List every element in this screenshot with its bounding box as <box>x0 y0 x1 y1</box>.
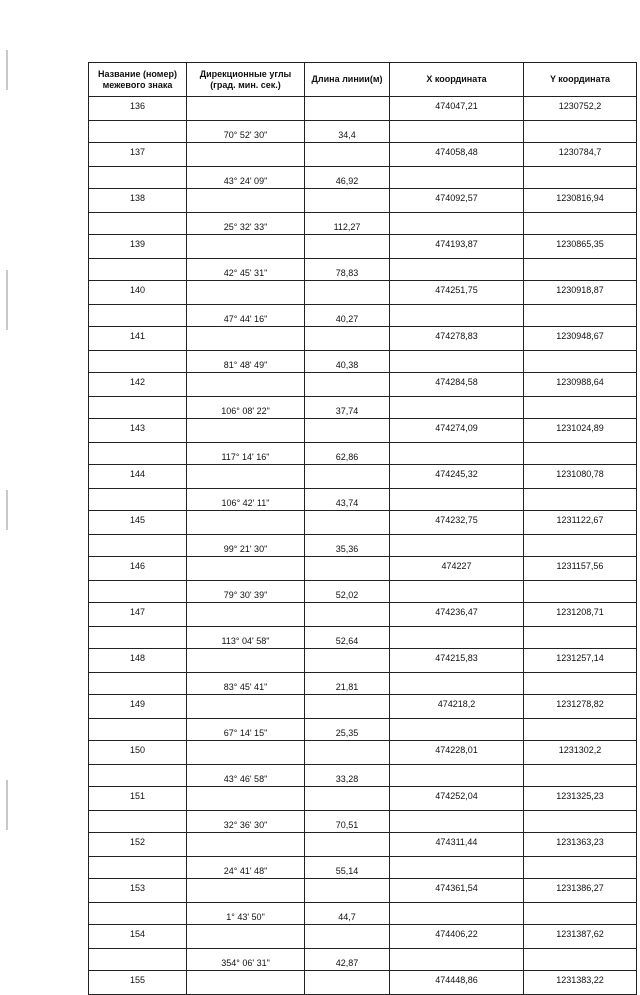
empty-cell <box>89 167 187 189</box>
header-x-coordinate: X координата <box>390 63 524 97</box>
table-row <box>89 511 637 535</box>
empty-cell <box>305 419 390 443</box>
y-coordinate-cell: 1231157,56 <box>524 557 637 581</box>
empty-cell <box>390 259 524 281</box>
y-coordinate-cell: 1231383,22 <box>524 971 637 995</box>
y-coordinate-cell: 1230865,35 <box>524 235 637 259</box>
empty-cell <box>390 213 524 235</box>
empty-cell <box>187 879 305 903</box>
y-coordinate-cell: 1231122,67 <box>524 511 637 535</box>
empty-cell <box>89 213 187 235</box>
table-body <box>89 97 637 995</box>
empty-cell <box>187 695 305 719</box>
empty-cell <box>390 581 524 603</box>
line-length-cell: 33,28 <box>305 765 390 787</box>
header-direction-angle: Дирекционные углы (град. мин. сек.) <box>187 63 305 97</box>
empty-cell <box>524 121 637 143</box>
direction-angle-cell: 43° 24' 09" <box>187 167 305 189</box>
empty-cell <box>89 489 187 511</box>
line-length-cell: 42,87 <box>305 949 390 971</box>
direction-angle-cell: 67° 14' 15" <box>187 719 305 741</box>
empty-cell <box>187 925 305 949</box>
line-length-cell: 37,74 <box>305 397 390 419</box>
empty-cell <box>390 121 524 143</box>
x-coordinate-cell: 474218,2 <box>390 695 524 719</box>
empty-cell <box>305 741 390 765</box>
empty-cell <box>187 971 305 995</box>
marker-name-cell: 138 <box>89 189 187 213</box>
direction-angle-cell: 117° 14' 16" <box>187 443 305 465</box>
table-row <box>89 351 637 373</box>
line-length-cell: 46,92 <box>305 167 390 189</box>
empty-cell <box>305 143 390 167</box>
empty-cell <box>89 903 187 925</box>
empty-cell <box>305 189 390 213</box>
marker-name-cell: 153 <box>89 879 187 903</box>
table-row <box>89 695 637 719</box>
line-length-cell: 52,64 <box>305 627 390 649</box>
x-coordinate-cell: 474361,54 <box>390 879 524 903</box>
marker-name-cell: 142 <box>89 373 187 397</box>
empty-cell <box>524 259 637 281</box>
table-row <box>89 259 637 281</box>
y-coordinate-cell: 1231302,2 <box>524 741 637 765</box>
marker-name-cell: 141 <box>89 327 187 351</box>
marker-name-cell: 136 <box>89 97 187 121</box>
x-coordinate-cell: 474232,75 <box>390 511 524 535</box>
empty-cell <box>390 949 524 971</box>
empty-cell <box>89 949 187 971</box>
marker-name-cell: 140 <box>89 281 187 305</box>
empty-cell <box>187 833 305 857</box>
y-coordinate-cell: 1230918,87 <box>524 281 637 305</box>
table-row <box>89 879 637 903</box>
empty-cell <box>524 949 637 971</box>
table-row <box>89 373 637 397</box>
empty-cell <box>89 121 187 143</box>
empty-cell <box>390 857 524 879</box>
empty-cell <box>524 581 637 603</box>
x-coordinate-cell: 474047,21 <box>390 97 524 121</box>
empty-cell <box>305 327 390 351</box>
table-row <box>89 581 637 603</box>
line-length-cell: 62,86 <box>305 443 390 465</box>
empty-cell <box>390 167 524 189</box>
y-coordinate-cell: 1230752,2 <box>524 97 637 121</box>
table-row <box>89 719 637 741</box>
direction-angle-cell: 70° 52' 30" <box>187 121 305 143</box>
empty-cell <box>524 351 637 373</box>
table-header-row <box>89 63 637 97</box>
binding-edge-marks <box>2 20 16 880</box>
empty-cell <box>305 879 390 903</box>
y-coordinate-cell: 1231386,27 <box>524 879 637 903</box>
header-y-coordinate: Y координата <box>524 63 637 97</box>
empty-cell <box>187 511 305 535</box>
empty-cell <box>390 351 524 373</box>
empty-cell <box>390 811 524 833</box>
empty-cell <box>305 465 390 489</box>
y-coordinate-cell: 1231278,82 <box>524 695 637 719</box>
marker-name-cell: 145 <box>89 511 187 535</box>
empty-cell <box>305 971 390 995</box>
line-length-cell: 21,81 <box>305 673 390 695</box>
empty-cell <box>187 327 305 351</box>
line-length-cell: 55,14 <box>305 857 390 879</box>
direction-angle-cell: 113° 04' 58" <box>187 627 305 649</box>
x-coordinate-cell: 474284,58 <box>390 373 524 397</box>
y-coordinate-cell: 1231257,14 <box>524 649 637 673</box>
empty-cell <box>390 443 524 465</box>
direction-angle-cell: 42° 45' 31" <box>187 259 305 281</box>
empty-cell <box>390 627 524 649</box>
direction-angle-cell: 81° 48' 49" <box>187 351 305 373</box>
empty-cell <box>524 305 637 327</box>
marker-name-cell: 150 <box>89 741 187 765</box>
empty-cell <box>524 213 637 235</box>
empty-cell <box>524 765 637 787</box>
table-row <box>89 971 637 995</box>
y-coordinate-cell: 1230784,7 <box>524 143 637 167</box>
line-length-cell: 35,36 <box>305 535 390 557</box>
direction-angle-cell: 99° 21' 30" <box>187 535 305 557</box>
empty-cell <box>187 557 305 581</box>
x-coordinate-cell: 474228,01 <box>390 741 524 765</box>
line-length-cell: 43,74 <box>305 489 390 511</box>
marker-name-cell: 155 <box>89 971 187 995</box>
empty-cell <box>187 189 305 213</box>
marker-name-cell: 139 <box>89 235 187 259</box>
empty-cell <box>524 857 637 879</box>
line-length-cell: 40,38 <box>305 351 390 373</box>
table-row <box>89 833 637 857</box>
empty-cell <box>524 811 637 833</box>
empty-cell <box>524 903 637 925</box>
table-row <box>89 741 637 765</box>
y-coordinate-cell: 1230948,67 <box>524 327 637 351</box>
direction-angle-cell: 1° 43' 50" <box>187 903 305 925</box>
direction-angle-cell: 83° 45' 41" <box>187 673 305 695</box>
empty-cell <box>524 673 637 695</box>
empty-cell <box>524 627 637 649</box>
x-coordinate-cell: 474215,83 <box>390 649 524 673</box>
direction-angle-cell: 32° 36' 30" <box>187 811 305 833</box>
empty-cell <box>305 695 390 719</box>
empty-cell <box>305 603 390 627</box>
empty-cell <box>89 581 187 603</box>
empty-cell <box>187 235 305 259</box>
marker-name-cell: 137 <box>89 143 187 167</box>
x-coordinate-cell: 474311,44 <box>390 833 524 857</box>
table-row <box>89 465 637 489</box>
table-row <box>89 213 637 235</box>
y-coordinate-cell: 1231325,23 <box>524 787 637 811</box>
empty-cell <box>390 397 524 419</box>
empty-cell <box>390 535 524 557</box>
marker-name-cell: 143 <box>89 419 187 443</box>
direction-angle-cell: 106° 08' 22" <box>187 397 305 419</box>
marker-name-cell: 154 <box>89 925 187 949</box>
table-row <box>89 627 637 649</box>
x-coordinate-cell: 474406,22 <box>390 925 524 949</box>
empty-cell <box>390 305 524 327</box>
empty-cell <box>305 511 390 535</box>
empty-cell <box>390 673 524 695</box>
empty-cell <box>305 373 390 397</box>
table-row <box>89 673 637 695</box>
x-coordinate-cell: 474245,32 <box>390 465 524 489</box>
marker-name-cell: 152 <box>89 833 187 857</box>
direction-angle-cell: 43° 46' 58" <box>187 765 305 787</box>
x-coordinate-cell: 474236,47 <box>390 603 524 627</box>
table-row <box>89 857 637 879</box>
y-coordinate-cell: 1231208,71 <box>524 603 637 627</box>
table-row <box>89 925 637 949</box>
empty-cell <box>305 833 390 857</box>
table-row <box>89 305 637 327</box>
line-length-cell: 25,35 <box>305 719 390 741</box>
header-line-length: Длина линии(м) <box>305 63 390 97</box>
empty-cell <box>187 741 305 765</box>
empty-cell <box>89 397 187 419</box>
y-coordinate-cell: 1231024,89 <box>524 419 637 443</box>
table-row <box>89 649 637 673</box>
line-length-cell: 70,51 <box>305 811 390 833</box>
empty-cell <box>89 351 187 373</box>
empty-cell <box>89 719 187 741</box>
direction-angle-cell: 106° 42' 11" <box>187 489 305 511</box>
direction-angle-cell: 24° 41' 48" <box>187 857 305 879</box>
empty-cell <box>187 419 305 443</box>
y-coordinate-cell: 1231363,23 <box>524 833 637 857</box>
table-row <box>89 765 637 787</box>
empty-cell <box>89 443 187 465</box>
table-row <box>89 143 637 167</box>
x-coordinate-cell: 474448,86 <box>390 971 524 995</box>
marker-name-cell: 148 <box>89 649 187 673</box>
empty-cell <box>305 649 390 673</box>
table-row <box>89 189 637 213</box>
y-coordinate-cell: 1230988,64 <box>524 373 637 397</box>
empty-cell <box>187 281 305 305</box>
empty-cell <box>524 535 637 557</box>
table-row <box>89 397 637 419</box>
marker-name-cell: 144 <box>89 465 187 489</box>
empty-cell <box>524 719 637 741</box>
empty-cell <box>187 649 305 673</box>
table-row <box>89 121 637 143</box>
empty-cell <box>89 765 187 787</box>
x-coordinate-cell: 474193,87 <box>390 235 524 259</box>
empty-cell <box>524 397 637 419</box>
empty-cell <box>524 443 637 465</box>
x-coordinate-cell: 474092,57 <box>390 189 524 213</box>
table-row <box>89 489 637 511</box>
table-row <box>89 603 637 627</box>
empty-cell <box>305 97 390 121</box>
empty-cell <box>187 97 305 121</box>
marker-name-cell: 149 <box>89 695 187 719</box>
table-row <box>89 327 637 351</box>
empty-cell <box>89 673 187 695</box>
empty-cell <box>390 719 524 741</box>
y-coordinate-cell: 1231080,78 <box>524 465 637 489</box>
empty-cell <box>89 857 187 879</box>
marker-name-cell: 146 <box>89 557 187 581</box>
direction-angle-cell: 79° 30' 39" <box>187 581 305 603</box>
empty-cell <box>305 925 390 949</box>
empty-cell <box>187 373 305 397</box>
empty-cell <box>524 167 637 189</box>
x-coordinate-cell: 474274,09 <box>390 419 524 443</box>
y-coordinate-cell: 1230816,94 <box>524 189 637 213</box>
empty-cell <box>89 305 187 327</box>
table-row <box>89 281 637 305</box>
header-marker-name: Название (номер) межевого знака <box>89 63 187 97</box>
direction-angle-cell: 47° 44' 16" <box>187 305 305 327</box>
direction-angle-cell: 354° 06' 31" <box>187 949 305 971</box>
empty-cell <box>89 535 187 557</box>
empty-cell <box>390 489 524 511</box>
table-row <box>89 535 637 557</box>
table-row <box>89 557 637 581</box>
x-coordinate-cell: 474227 <box>390 557 524 581</box>
x-coordinate-cell: 474278,83 <box>390 327 524 351</box>
line-length-cell: 78,83 <box>305 259 390 281</box>
empty-cell <box>390 765 524 787</box>
table-row <box>89 167 637 189</box>
table-row <box>89 97 637 121</box>
table-row <box>89 235 637 259</box>
table-row <box>89 903 637 925</box>
empty-cell <box>187 787 305 811</box>
empty-cell <box>89 259 187 281</box>
line-length-cell: 112,27 <box>305 213 390 235</box>
empty-cell <box>524 489 637 511</box>
table-row <box>89 949 637 971</box>
empty-cell <box>187 603 305 627</box>
marker-name-cell: 147 <box>89 603 187 627</box>
empty-cell <box>89 627 187 649</box>
empty-cell <box>187 143 305 167</box>
table-row <box>89 787 637 811</box>
empty-cell <box>390 903 524 925</box>
empty-cell <box>305 281 390 305</box>
empty-cell <box>305 557 390 581</box>
empty-cell <box>89 811 187 833</box>
boundary-coordinates-table <box>88 62 637 995</box>
empty-cell <box>305 787 390 811</box>
empty-cell <box>187 465 305 489</box>
x-coordinate-cell: 474058,48 <box>390 143 524 167</box>
table-row <box>89 419 637 443</box>
line-length-cell: 40,27 <box>305 305 390 327</box>
x-coordinate-cell: 474252,04 <box>390 787 524 811</box>
y-coordinate-cell: 1231387,62 <box>524 925 637 949</box>
table-row <box>89 811 637 833</box>
marker-name-cell: 151 <box>89 787 187 811</box>
line-length-cell: 44,7 <box>305 903 390 925</box>
table-row <box>89 443 637 465</box>
direction-angle-cell: 25° 32' 33" <box>187 213 305 235</box>
x-coordinate-cell: 474251,75 <box>390 281 524 305</box>
line-length-cell: 52,02 <box>305 581 390 603</box>
line-length-cell: 34,4 <box>305 121 390 143</box>
empty-cell <box>305 235 390 259</box>
